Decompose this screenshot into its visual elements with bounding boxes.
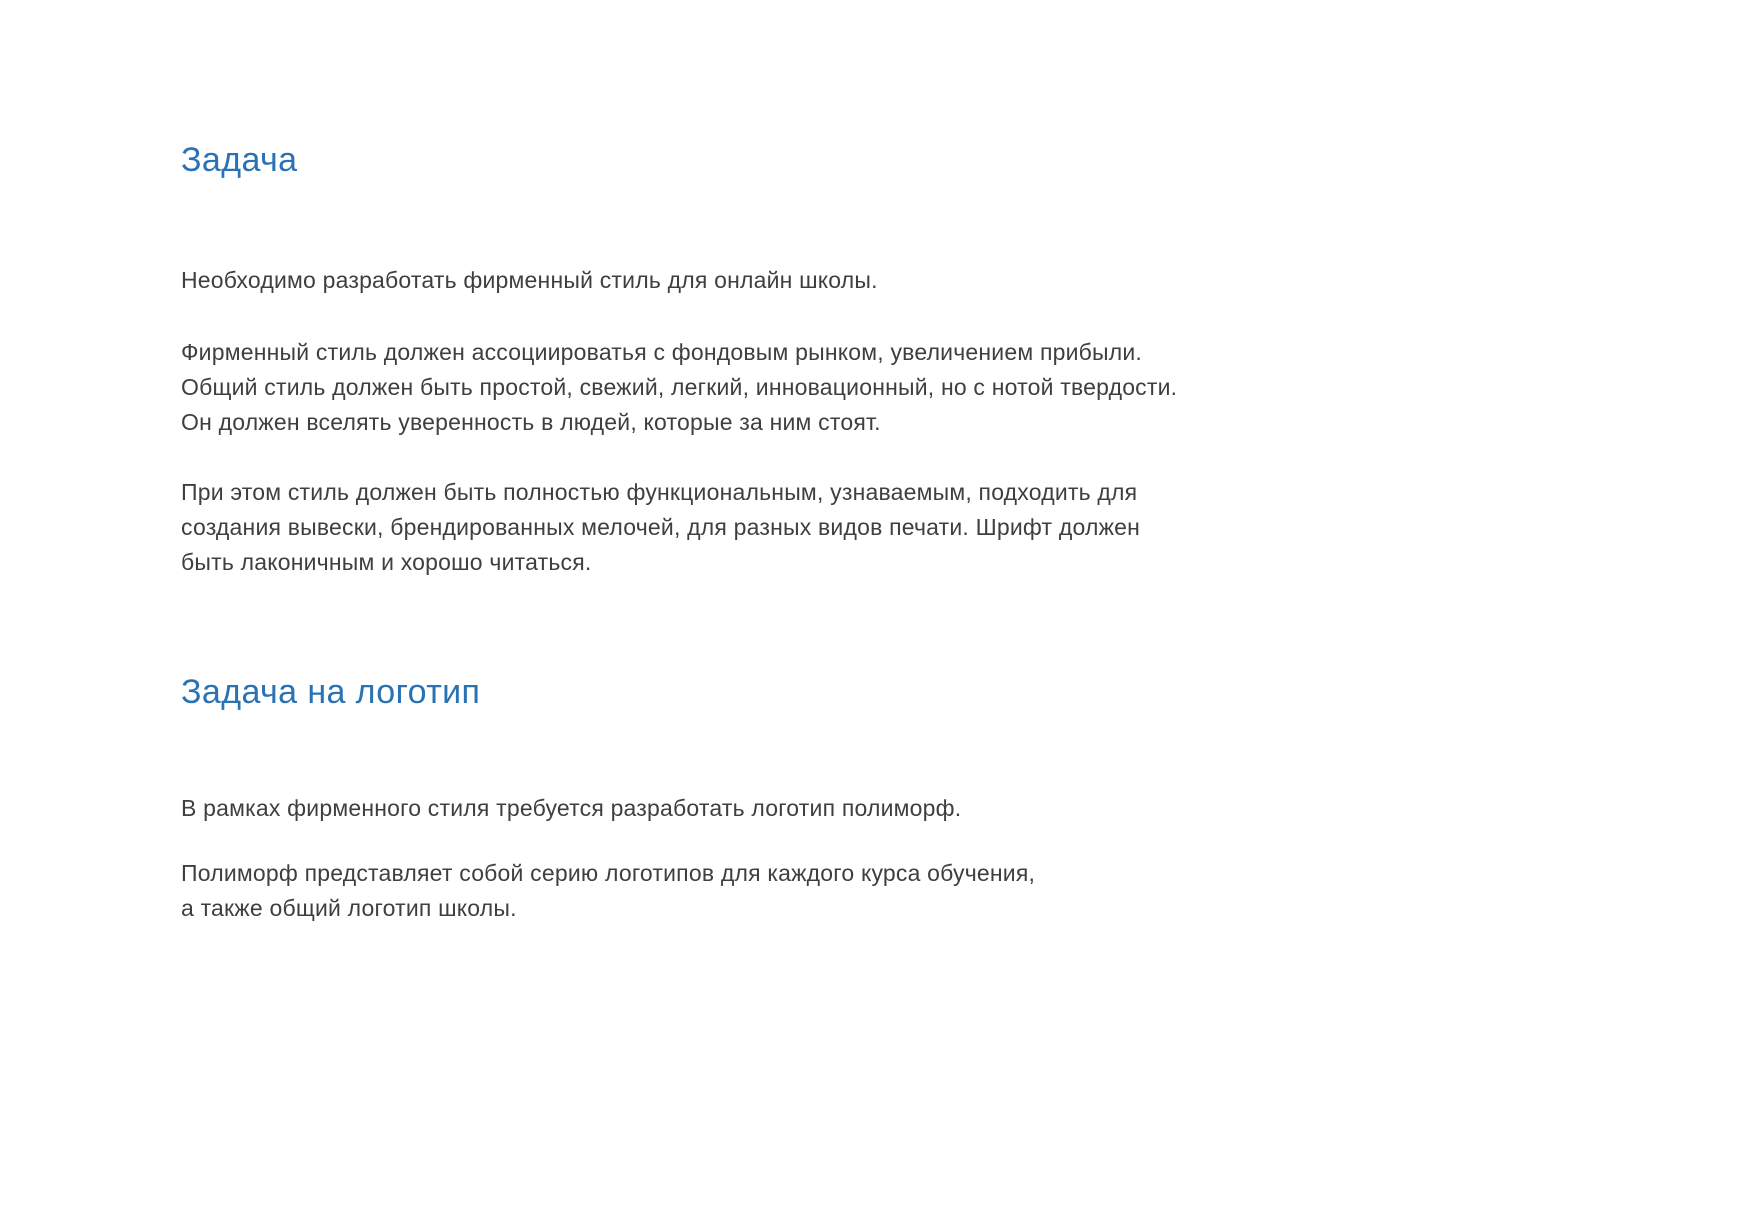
text-line: Полиморф представляет собой серию логотипов для каждого курса обучения, (181, 860, 1036, 886)
text-line: При этом стиль должен быть полностью функциональным, узнаваемым, подходить для (181, 479, 1138, 505)
section-logo-task (181, 672, 1617, 926)
logo-task-paragraph-2 (181, 856, 1617, 926)
section-logo-task-heading: Задача на логотип (181, 673, 481, 711)
task-paragraph-1 (181, 263, 1617, 298)
section-task (181, 140, 1617, 580)
text-line: Фирменный стиль должен ассоциироватья с фондовым рынком, увеличением прибыли. (181, 339, 1143, 365)
task-paragraph-3 (181, 475, 1617, 580)
text-line: В рамках фирменного стиля требуется разработать логотип полиморф. (181, 795, 962, 821)
logo-task-paragraph-1 (181, 791, 1617, 826)
text-line: быть лаконичным и хорошо читаться. (181, 549, 592, 575)
text-line: Он должен вселять уверенность в людей, которые за ним стоят. (181, 409, 881, 435)
text-line: создания вывески, брендированных мелочей, для разных видов печати. Шрифт должен (181, 514, 1141, 540)
section-task-heading: Задача (181, 141, 298, 179)
text-line: Общий стиль должен быть простой, свежий, легкий, инновационный, но с нотой твердости. (181, 374, 1178, 400)
task-paragraph-2 (181, 335, 1617, 440)
text-line: Необходимо разработать фирменный стиль для онлайн школы. (181, 267, 878, 293)
text-line: а также общий логотип школы. (181, 895, 517, 921)
